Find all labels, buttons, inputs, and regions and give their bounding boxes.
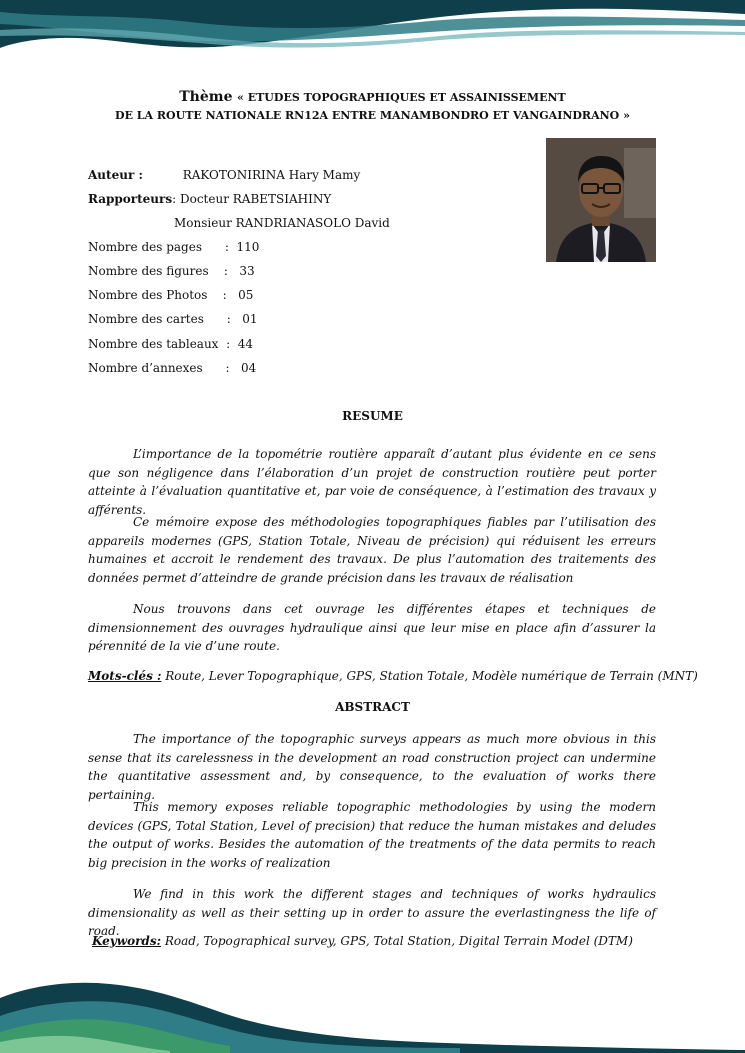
cartes-count: Nombre des cartes : 01 bbox=[88, 312, 258, 326]
header-wave-decoration bbox=[0, 0, 745, 60]
mots-cles-label: Mots-clés : bbox=[88, 669, 162, 683]
mots-cles-text: Route, Lever Topographique, GPS, Station Totale, Modèle numérique de Terrain (MNT) bbox=[161, 669, 698, 683]
rapporteurs-label: Rapporteurs bbox=[88, 192, 173, 206]
abstract-p2-text: This memory exposes reliable topographic methodologies by using the modern devices (GPS, Total Station, Level of precision) that reduce the human mistakes and deludes the output of works. Besides the automation of the treatments of the data permits to reach big precision in the works of realization bbox=[88, 800, 656, 870]
pages-count: Nombre des pages : 110 bbox=[88, 240, 260, 254]
rapporteurs-row bbox=[88, 192, 331, 206]
portrait-illustration bbox=[546, 138, 656, 262]
abstract-p1-text: The importance of the topographic surveys appears as much more obvious in this sense that its carelessness in the development an road construction project can undermine the quantitative assessment and, by consequence, to the evaluation of works there pertaining. bbox=[88, 732, 656, 802]
author-label: Auteur : bbox=[88, 168, 143, 182]
author-row bbox=[88, 168, 360, 182]
title-line1: « ETUDES TOPOGRAPHIQUES ET ASSAINISSEMENT bbox=[237, 91, 566, 104]
theme-label: Thème bbox=[179, 89, 233, 105]
keywords-label: Keywords: bbox=[92, 934, 162, 948]
abstract-paragraph-3 bbox=[88, 885, 656, 941]
resume-keywords bbox=[88, 669, 698, 683]
abstract-p3-text: We find in this work the different stages and techniques of works hydraulics dimensionality as well as their setting up in order to assure the everlastingness the life of road. bbox=[88, 887, 656, 938]
figures-count: Nombre des figures : 33 bbox=[88, 264, 255, 278]
annexes-count: Nombre d’annexes : 04 bbox=[88, 361, 257, 375]
rapporteur-2: Monsieur RANDRIANASOLO David bbox=[174, 216, 390, 230]
author-photo bbox=[546, 138, 656, 262]
resume-paragraph-1 bbox=[88, 445, 656, 519]
abstract-paragraph-1 bbox=[88, 730, 656, 804]
author-name: RAKOTONIRINA Hary Mamy bbox=[182, 168, 361, 182]
photos-count: Nombre des Photos : 05 bbox=[88, 288, 254, 302]
resume-paragraph-3 bbox=[88, 600, 656, 656]
tableaux-count: Nombre des tableaux : 44 bbox=[88, 337, 254, 351]
abstract-keywords bbox=[92, 934, 633, 948]
footer-wave-decoration bbox=[0, 958, 745, 1053]
theme-title-line1 bbox=[0, 89, 745, 105]
rapporteur-1: : Docteur RABETSIAHINY bbox=[172, 192, 332, 206]
resume-p3-text: Nous trouvons dans cet ouvrage les différentes étapes et techniques de dimensionnement des ouvrages hydraulique ainsi que leur mise en place afin d’assurer la pérennité de la vie d’une route. bbox=[88, 602, 656, 653]
resume-paragraph-2 bbox=[88, 513, 656, 587]
resume-p2-text: Ce mémoire expose des méthodologies topographiques fiables par l’utilisation des appareils modernes (GPS, Station Totale, Niveau de précision) qui réduisent les erreurs humaines et accroit le rendement des travaux. De plus l’automation des traitements des données permet d’atteindre de grande précision dans les travaux de réalisation bbox=[88, 515, 656, 585]
abstract-heading: ABSTRACT bbox=[335, 700, 410, 714]
resume-p1-text: L’importance de la topométrie routière apparaît d’autant plus évidente en ce sens que son négligence dans l’élaboration d’un projet de construction routière peut porter atteinte à l’évaluation quantitative et, par voie de conséquence, à l’estimation des travaux y afférents. bbox=[88, 447, 656, 517]
title-line2: DE LA ROUTE NATIONALE RN12A ENTRE MANAMBONDRO ET VANGAINDRANO » bbox=[115, 109, 630, 122]
resume-heading: RESUME bbox=[342, 409, 403, 423]
abstract-paragraph-2 bbox=[88, 798, 656, 872]
keywords-text: Road, Topographical survey, GPS, Total Station, Digital Terrain Model (DTM) bbox=[161, 934, 633, 948]
